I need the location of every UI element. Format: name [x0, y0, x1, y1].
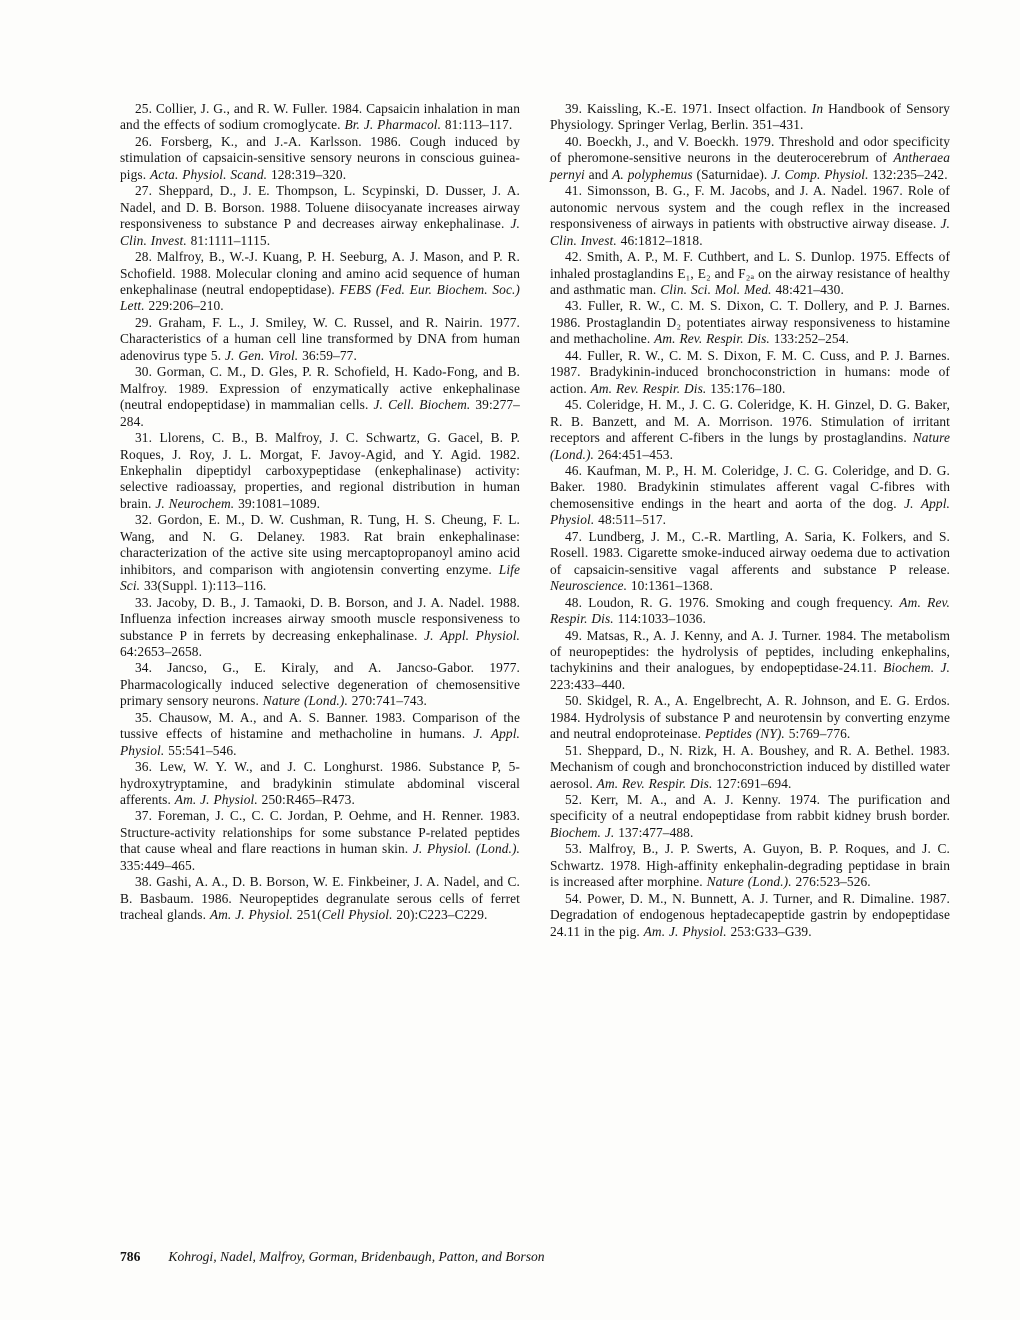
reference-journal-italic: J. Gen. Virol.: [225, 347, 299, 363]
reference-text: 47. Lundberg, J. M., C.-R. Martling, A. Saria, K. Folkers, and S. Rosell. 1983. Cigarette smoke-induced airway oedema due to activation of capsaicin-sensitive vagal afferents and substance P release.: [550, 528, 950, 577]
reference-item: [120, 660, 520, 709]
reference-text: 40. Boeckh, J., and V. Boeckh. 1979. Threshold and odor specificity of pheromone-sensitive neurons in the deuterocerebrum of: [550, 133, 950, 166]
reference-text: 46:1812–1818.: [616, 232, 703, 248]
reference-journal-italic: J. Appl. Physiol.: [550, 495, 950, 528]
reference-journal-italic: Am. Rev. Respir. Dis.: [654, 331, 770, 347]
reference-text: Handbook of Sensory Physiology. Springer Verlag, Berlin. 351–431.: [550, 101, 950, 133]
reference-journal-italic: J. Cell. Biochem.: [373, 397, 471, 413]
reference-item: [550, 397, 950, 463]
reference-text: 33. Jacoby, D. B., J. Tamaoki, D. B. Borson, and J. A. Nadel. 1988. Influenza infection increases airway smooth muscle responsiveness to substance P in ferrets by decreasing enkephalinase.: [120, 594, 520, 643]
reference-text: 26. Forsberg, K., and J.-A. Karlsson. 1986. Cough induced by stimulation of capsaicin-sensitive sensory neurons in conscious guinea-pigs.: [120, 133, 520, 182]
reference-journal-italic: Peptides (NY).: [704, 726, 785, 742]
running-authors: Kohrogi, Nadel, Malfroy, Gorman, Bridenbaugh, Patton, and Borson: [168, 1249, 545, 1264]
reference-item: [550, 841, 950, 890]
reference-journal-italic: Clin. Sci. Mol. Med.: [660, 281, 772, 297]
reference-item: [550, 628, 950, 694]
reference-text: 39:1081–1089.: [234, 495, 321, 511]
reference-text: 29. Graham, F. L., J. Smiley, W. C. Russel, and R. Nairin. 1977. Characteristics of a human cell line transformed by DNA from human adenovirus type 5.: [120, 314, 520, 363]
reference-journal-italic: J. Appl. Physiol.: [424, 627, 520, 643]
reference-text: 229:206–210.: [144, 298, 224, 314]
reference-text: 55:541–546.: [164, 742, 237, 758]
reference-text: 127:691–694.: [712, 775, 792, 791]
reference-text: 41. Simonsson, B. G., F. M. Jacobs, and J. A. Nadel. 1967. Role of autonomic nervous system and the cough reflex in the increased responsiveness of airways in patients with obstructive airway disease.: [550, 183, 950, 232]
reference-text: 54. Power, D. M., N. Bunnett, A. J. Turner, and R. Dimaline. 1987. Degradation of endogenous heptadecapeptide gastrin by endopeptidase 24.11 in the pig.: [550, 890, 950, 939]
reference-text: 5:769–776.: [784, 726, 851, 742]
reference-text: and: [584, 166, 613, 182]
reference-text: 223:433–440.: [550, 676, 626, 692]
references-section: [120, 101, 950, 940]
reference-journal-italic: J. Physiol. (Lond.).: [412, 841, 520, 857]
reference-journal-italic: J. Clin. Invest.: [120, 216, 520, 248]
references-column-right: [550, 101, 950, 940]
reference-item: [550, 693, 950, 742]
reference-journal-italic: Life Sci.: [120, 561, 520, 594]
reference-text: 335:449–465.: [120, 857, 196, 873]
reference-text: 137:477–488.: [614, 824, 694, 840]
page-footer: [120, 1249, 545, 1265]
reference-text: 49. Matsas, R., A. J. Kenny, and A. J. Turner. 1984. The metabolism of neuropeptides: the hydrolysis of peptides, including enkephalins, tachykinins and their analogues, by endopeptidase-24.11.: [550, 627, 950, 676]
reference-item: [550, 348, 950, 397]
reference-journal-italic: Br. J. Pharmacol.: [344, 117, 442, 133]
reference-item: [550, 595, 950, 628]
reference-item: [120, 874, 520, 923]
reference-journal-italic: Biochem. J.: [883, 660, 950, 676]
reference-journal-italic: J. Neurochem.: [155, 495, 235, 511]
reference-text: 132:235–242.: [868, 166, 948, 182]
reference-text: 39. Kaissling, K.-E. 1971. Insect olfaction.: [565, 101, 812, 116]
reference-journal-italic: Nature (Lond.).: [550, 430, 950, 462]
reference-text: 135:176–180.: [706, 380, 786, 396]
reference-text: 39:277–284.: [120, 397, 520, 429]
reference-journal-italic: Am. Rev. Respir. Dis.: [590, 380, 707, 396]
reference-text: 270:741–743.: [347, 693, 427, 709]
reference-text: 133:252–254.: [769, 331, 849, 347]
reference-item: [550, 298, 950, 347]
reference-text: 44. Fuller, R. W., C. M. S. Dixon, F. M. C. Cuss, and P. J. Barnes. 1987. Bradykinin-induced bronchoconstriction in humans: mode of action.: [550, 347, 950, 396]
reference-text: 128:319–320.: [267, 166, 347, 182]
reference-text: 276:523–526.: [791, 874, 871, 890]
reference-journal-italic: FEBS (Fed. Eur. Biochem. Soc.) Lett.: [120, 281, 520, 314]
reference-text: 20):C223–C229.: [392, 907, 488, 923]
reference-text: 33(Suppl. 1):113–116.: [140, 578, 267, 594]
reference-item: [550, 463, 950, 529]
reference-text: 64:2653–2658.: [120, 643, 203, 659]
reference-text: 42. Smith, A. P., M. F. Cuthbert, and L. S. Dunlop. 1975. Effects of inhaled prostaglandins E₁, E₂ and F₂ₐ on the airway resistance of healthy and asthmatic man.: [550, 249, 950, 297]
reference-item: [550, 183, 950, 249]
reference-text: 48. Loudon, R. G. 1976. Smoking and cough frequency.: [565, 594, 900, 610]
reference-journal-italic: J. Appl. Physiol.: [120, 726, 520, 758]
reference-text: 32. Gordon, E. M., D. W. Cushman, R. Tung, H. S. Cheung, F. L. Wang, and N. G. Delaney. 1983. Rat brain enkephalinase: characterization of the active site using mercaptopropanoyl amino acid inhibitors, and comparison with angiotensin converting enzyme.: [120, 512, 520, 577]
reference-text: 264:451–453.: [593, 446, 674, 462]
reference-journal-italic: Am. J. Physiol.: [209, 907, 293, 923]
reference-text: 46. Kaufman, M. P., H. M. Coleridge, J. C. G. Coleridge, and D. G. Baker. 1980. Bradykinin stimulates afferent vagal C-fibres with chemosensitive endings in the heart and aorta of the dog.: [550, 462, 950, 511]
reference-text: 28. Malfroy, B., W.-J. Kuang, P. H. Seeburg, A. J. Mason, and P. R. Schofield. 1988. Molecular cloning and amino acid sequence of human enkephalinase (neutral endopeptidase).: [120, 249, 520, 297]
reference-text: 36:59–77.: [298, 347, 357, 363]
reference-item: [550, 743, 950, 792]
reference-journal-italic: A. polyphemus: [612, 166, 693, 182]
reference-text: 43. Fuller, R. W., C. M. S. Dixon, C. T. Dollery, and P. J. Barnes. 1986. Prostaglandin D₂ potentiates airway responsiveness to histamine and methacholine.: [550, 298, 950, 347]
reference-text: 250:R465–R473.: [257, 792, 355, 808]
reference-item: [550, 891, 950, 940]
reference-text: 51. Sheppard, D., N. Rizk, H. A. Boushey, and R. A. Bethel. 1983. Mechanism of cough and bronchoconstriction induced by distilled water aerosol.: [550, 742, 950, 791]
reference-text: 38. Gashi, A. A., D. B. Borson, W. E. Finkbeiner, J. A. Nadel, and C. B. Basbaum. 1986. Neuropeptides degranulate serous cells of ferret tracheal glands.: [120, 874, 520, 923]
reference-text: 81:1111–1115.: [186, 232, 271, 248]
reference-text: 45. Coleridge, H. M., J. C. G. Coleridge, K. H. Ginzel, D. G. Baker, R. B. Banzett, and M. A. Morrison. 1976. Stimulation of irritant receptors and afferent C-fibers in the lungs by prostaglandins.: [550, 397, 950, 446]
reference-text: (Saturnidae).: [692, 166, 772, 182]
reference-text: 25. Collier, J. G., and R. W. Fuller. 1984. Capsaicin inhalation in man and the effects of sodium cromoglycate.: [120, 101, 520, 133]
reference-item: [120, 134, 520, 183]
reference-journal-italic: Am. J. Physiol.: [174, 792, 258, 808]
reference-item: [120, 808, 520, 874]
reference-item: [550, 134, 950, 183]
reference-item: [120, 249, 520, 315]
reference-journal-italic: Nature (Lond.).: [262, 693, 348, 709]
reference-item: [550, 529, 950, 595]
reference-journal-italic: J. Comp. Physiol.: [771, 166, 869, 182]
reference-item: [120, 101, 520, 134]
reference-journal-italic: Cell Physiol.: [321, 907, 393, 923]
reference-journal-italic: Neuroscience.: [550, 578, 628, 594]
page-number: 786: [120, 1249, 141, 1264]
reference-text: 48:511–517.: [594, 512, 667, 528]
reference-text: 50. Skidgel, R. A., A. Engelbrecht, A. R. Johnson, and E. G. Erdos. 1984. Hydrolysis of substance P and neurotensin by converting enzyme and neutral endoproteinase.: [550, 693, 950, 742]
reference-text: 251(: [292, 907, 322, 923]
reference-journal-italic: In: [811, 101, 824, 116]
reference-item: [120, 710, 520, 759]
reference-item: [120, 364, 520, 430]
reference-item: [120, 315, 520, 364]
reference-text: 52. Kerr, M. A., and A. J. Kenny. 1974. The purification and specificity of a neutral endopeptidase from rabbit kidney brush border.: [550, 792, 950, 824]
reference-text: 27. Sheppard, D., J. E. Thompson, L. Scypinski, D. Dusser, J. A. Nadel, and D. B. Borson. 1988. Toluene diisocyanate increases airway responsiveness to substance P and decreases airway enkephalinase.: [120, 183, 520, 232]
reference-journal-italic: J. Clin. Invest.: [550, 216, 950, 248]
reference-item: [550, 792, 950, 841]
reference-text: 30. Gorman, C. M., D. Gles, P. R. Schofield, H. Kado-Fong, and B. Malfroy. 1989. Expression of enzymatically active enkephalinase (neutral endopeptidase) in mammalian cells.: [120, 364, 520, 413]
reference-item: [120, 430, 520, 512]
reference-item: [120, 183, 520, 249]
reference-item: [120, 512, 520, 594]
reference-text: 37. Foreman, J. C., C. C. Jordan, P. Oehme, and H. Renner. 1983. Structure-activity relationships for some substance P-related peptides that cause wheal and flare reactions in human skin.: [120, 808, 520, 857]
reference-item: [550, 101, 950, 134]
reference-text: 53. Malfroy, B., J. P. Swerts, A. Guyon, B. P. Roques, and J. C. Schwartz. 1978. High-affinity enkephalin-degrading peptidase in brain is increased after morphine.: [550, 841, 950, 890]
reference-journal-italic: Am. Rev. Respir. Dis.: [550, 594, 950, 627]
reference-text: 31. Llorens, C. B., B. Malfroy, J. C. Schwartz, G. Gacel, B. P. Roques, J. Roy, J. L. Morgat, F. Javoy-Agid, and Y. Agid. 1982. Enkephalin dipeptidyl carboxypeptidase (enkephalinase) activity: selective radioassay, properties, and regional distribution in human brain.: [120, 430, 520, 511]
reference-text: 35. Chausow, M. A., and A. S. Banner. 1983. Comparison of the tussive effects of histamine and methacholine in humans.: [120, 709, 520, 742]
reference-item: [550, 249, 950, 298]
reference-journal-italic: Am. Rev. Respir. Dis.: [596, 775, 713, 791]
reference-text: 81:113–117.: [441, 117, 513, 133]
reference-text: 253:G33–G39.: [726, 923, 812, 939]
references-column-left: [120, 101, 520, 940]
reference-journal-italic: Biochem. J.: [550, 824, 615, 840]
reference-text: 114:1033–1036.: [613, 611, 706, 627]
reference-text: 10:1361–1368.: [627, 578, 713, 594]
reference-journal-italic: Am. J. Physiol.: [643, 923, 727, 939]
reference-item: [120, 759, 520, 808]
reference-item: [120, 595, 520, 661]
reference-text: 36. Lew, W. Y. W., and J. C. Longhurst. 1986. Substance P, 5-hydroxytryptamine, and bradykinin stimulate abdominal visceral afferents.: [120, 759, 520, 808]
reference-text: 34. Jancso, G., E. Kiraly, and A. Jancso-Gabor. 1977. Pharmacologically induced selective degeneration of chemosensitive primary sensory neurons.: [120, 660, 520, 709]
reference-journal-italic: Antheraea pernyi: [550, 150, 950, 182]
reference-text: 48:421–430.: [771, 281, 844, 297]
reference-journal-italic: Nature (Lond.).: [706, 874, 792, 890]
reference-journal-italic: Acta. Physiol. Scand.: [150, 166, 268, 182]
